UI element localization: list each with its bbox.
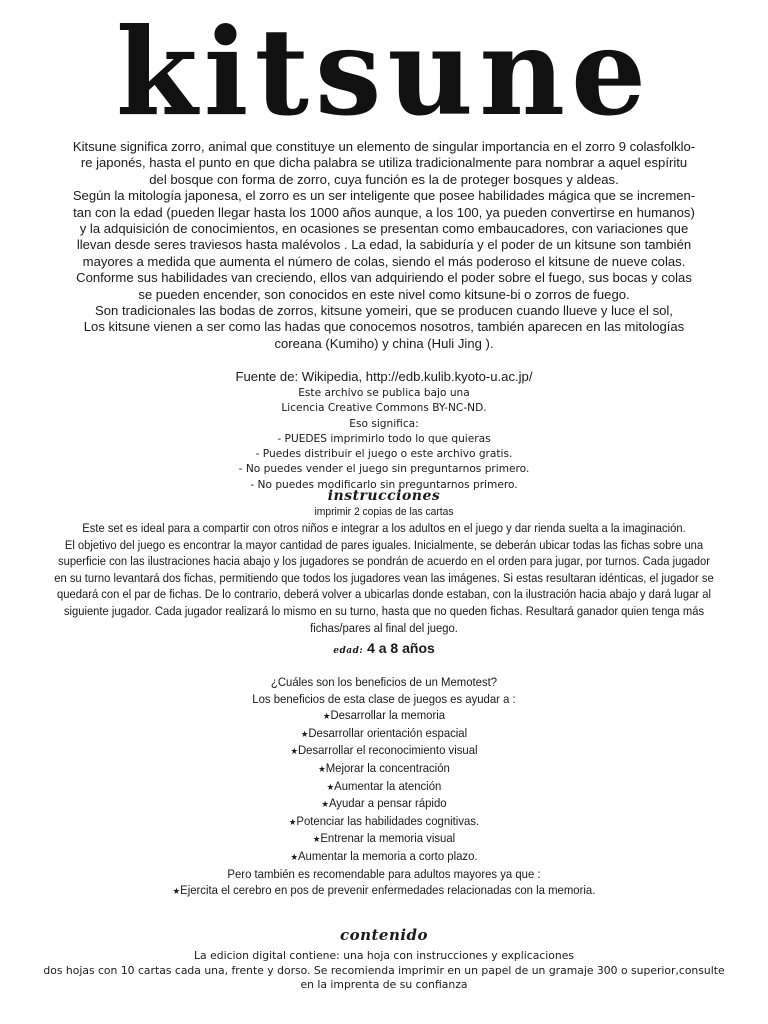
contents-text xyxy=(0,949,768,993)
benefit-item: ★Mejorar la concentración xyxy=(318,760,450,775)
benefit-item: ★Desarrollar orientación espacial xyxy=(300,725,468,740)
contents-line: La edicion digital contiene: una hoja con instrucciones y explicaciones xyxy=(194,949,574,962)
license-notice xyxy=(0,386,768,493)
benefit-item: ★Desarrollar la memoria xyxy=(322,708,446,723)
license-line: - No puedes vender el juego sin preguntarnos primero. xyxy=(238,463,530,476)
intro-line: re japonés, hasta el punto en que dicha palabra se utiliza tradicionalmente para nombrar a aquel espíritu xyxy=(80,155,688,171)
instructions-line: superficie con las ilustraciones hacia abajo y los jugadores se pondrán de acuerdo en el orden para jugar, por turnos. Cada jugador xyxy=(57,554,711,569)
benefits-section xyxy=(27,674,741,900)
intro-line: Kitsune significa zorro, animal que constituye un elemento de singular importancia en el zorro 9 colasfolklo- xyxy=(72,139,696,154)
star-icon: ★ xyxy=(321,799,329,810)
star-icon: ★ xyxy=(290,746,298,757)
instructions-line: quedará con el par de fichas. De lo contrario, deberá volver a ubicarlas donde estaban, con la ilustración hacia abajo y dará lugar al xyxy=(57,587,711,602)
intro-line: tan con la edad (pueden llegar hasta los 1000 años aunque, a los 100, ya pueden convertirse en humanos) xyxy=(73,204,695,220)
intro-line: Son tradicionales las bodas de zorros, kitsune yomeiri, que se producen cuando llueve y luce el sol, xyxy=(95,303,673,319)
intro-line: coreana (Kumiho) y china (Huli Jing ). xyxy=(274,335,494,351)
star-icon: ★ xyxy=(288,816,297,827)
contents-heading: contenido xyxy=(339,926,429,944)
source-credit: Fuente de: Wikipedia, http://edb.kulib.kyoto-u.ac.jp/ xyxy=(235,369,533,384)
page-title: kitsune xyxy=(115,0,653,143)
star-icon: ★ xyxy=(290,851,298,862)
license-line: - Puedes distribuir el juego o este archivo gratis. xyxy=(255,448,513,461)
license-line: - PUEDES imprimirlo todo lo que quieras xyxy=(277,432,491,445)
benefit-item: ★Desarrollar el reconocimiento visual xyxy=(290,743,478,758)
benefit-item: ★Potenciar las habilidades cognitivas. xyxy=(288,813,480,828)
intro-line: mayores a medida que aumenta el número de colas, siendo el más poderoso el kitsune de nueve colas. xyxy=(82,253,686,269)
intro-line: y la adquisición de conocimientos, en ocasiones se presentan como embaucadores, con variaciones que xyxy=(79,221,689,237)
intro-line: Según la mitología japonesa, el zorro es un ser inteligente que posee habilidades mágica que se incremen- xyxy=(72,188,696,204)
star-icon: ★ xyxy=(318,763,326,774)
instructions-text xyxy=(42,520,726,636)
license-line: - No puedes modificarlo sin preguntarnos primero. xyxy=(250,478,518,491)
star-icon: ★ xyxy=(322,711,331,722)
age-value: 4 a 8 años xyxy=(367,640,435,656)
benefit-item: ★Aumentar la memoria a corto plazo. xyxy=(290,848,478,863)
star-icon: ★ xyxy=(172,886,181,897)
star-icon: ★ xyxy=(300,728,309,739)
adults-intro: Pero también es recomendable para adultos mayores ya que : xyxy=(227,866,541,881)
instructions-line: fichas/pares al final del juego. xyxy=(310,620,458,635)
contents-line: en la imprenta de su confianza xyxy=(300,978,468,992)
instructions-line: en su turno levantará dos fichas, permitiendo que todos los jugadores vean las imágenes. Si estas resultaran idénticas, el jugador se xyxy=(54,570,714,585)
age-label: edad: xyxy=(333,646,364,656)
license-line: Eso significa: xyxy=(349,417,419,430)
intro-line: se pueden encender, son conocidos en este nivel como kitsune-bi o zorros de fuego. xyxy=(138,286,630,302)
benefits-question: ¿Cuáles son los beneficios de un Memotest? xyxy=(270,675,498,689)
license-line: Licencia Creative Commons BY-NC-ND. xyxy=(281,402,487,415)
instructions-line: Este set es ideal para a compartir con otros niños e integrar a los adultos en el juego y dar rienda suelta a la imaginación. xyxy=(82,521,686,535)
instructions-line: El objetivo del juego es encontrar la mayor cantidad de pares iguales. Inicialmente, se deberán ubicar todas las fichas sobre una xyxy=(64,537,704,552)
star-icon: ★ xyxy=(326,781,335,792)
benefits-intro: Los beneficios de esta clase de juegos es ayudar a : xyxy=(252,691,516,706)
instructions-line: siguiente jugador. Cada jugador realizará lo mismo en su turno, hasta que no queden fichas. Resultará ganador quien tenga más xyxy=(63,603,705,618)
star-icon: ★ xyxy=(312,834,321,845)
intro-text xyxy=(34,139,734,352)
benefit-item: ★Aumentar la atención xyxy=(326,778,442,793)
age-range xyxy=(0,638,768,661)
intro-line: Conforme sus habilidades van creciendo, ellos van adquiriendo el poder sobre el fuego, sus bocas y colas xyxy=(76,270,692,286)
instructions-copies: imprimir 2 copias de las cartas xyxy=(314,506,454,518)
license-line: Este archivo se publica bajo una xyxy=(298,387,470,399)
intro-line: llevan desde seres traviesos hasta malévolos . La edad, la sabiduría y el poder de un kitsune son también xyxy=(76,237,692,253)
benefit-item: ★Entrenar la memoria visual xyxy=(312,831,456,846)
intro-line: del bosque con forma de zorro, cuya función es la de proteger bosques y aldeas. xyxy=(149,171,619,187)
instructions-heading: instrucciones xyxy=(327,488,441,504)
intro-line: Los kitsune vienen a ser como las hadas que conocemos nosotros, también aparecen en las mitologías xyxy=(83,319,685,335)
contents-line: dos hojas con 10 cartas cada una, frente y dorso. Se recomienda imprimir en un papel de un gramaje 300 o superior,consulte xyxy=(43,963,725,977)
benefit-item: ★Ayudar a pensar rápido xyxy=(321,796,447,811)
adults-item: ★Ejercita el cerebro en pos de prevenir enfermedades relacionadas con la memoria. xyxy=(172,883,596,898)
